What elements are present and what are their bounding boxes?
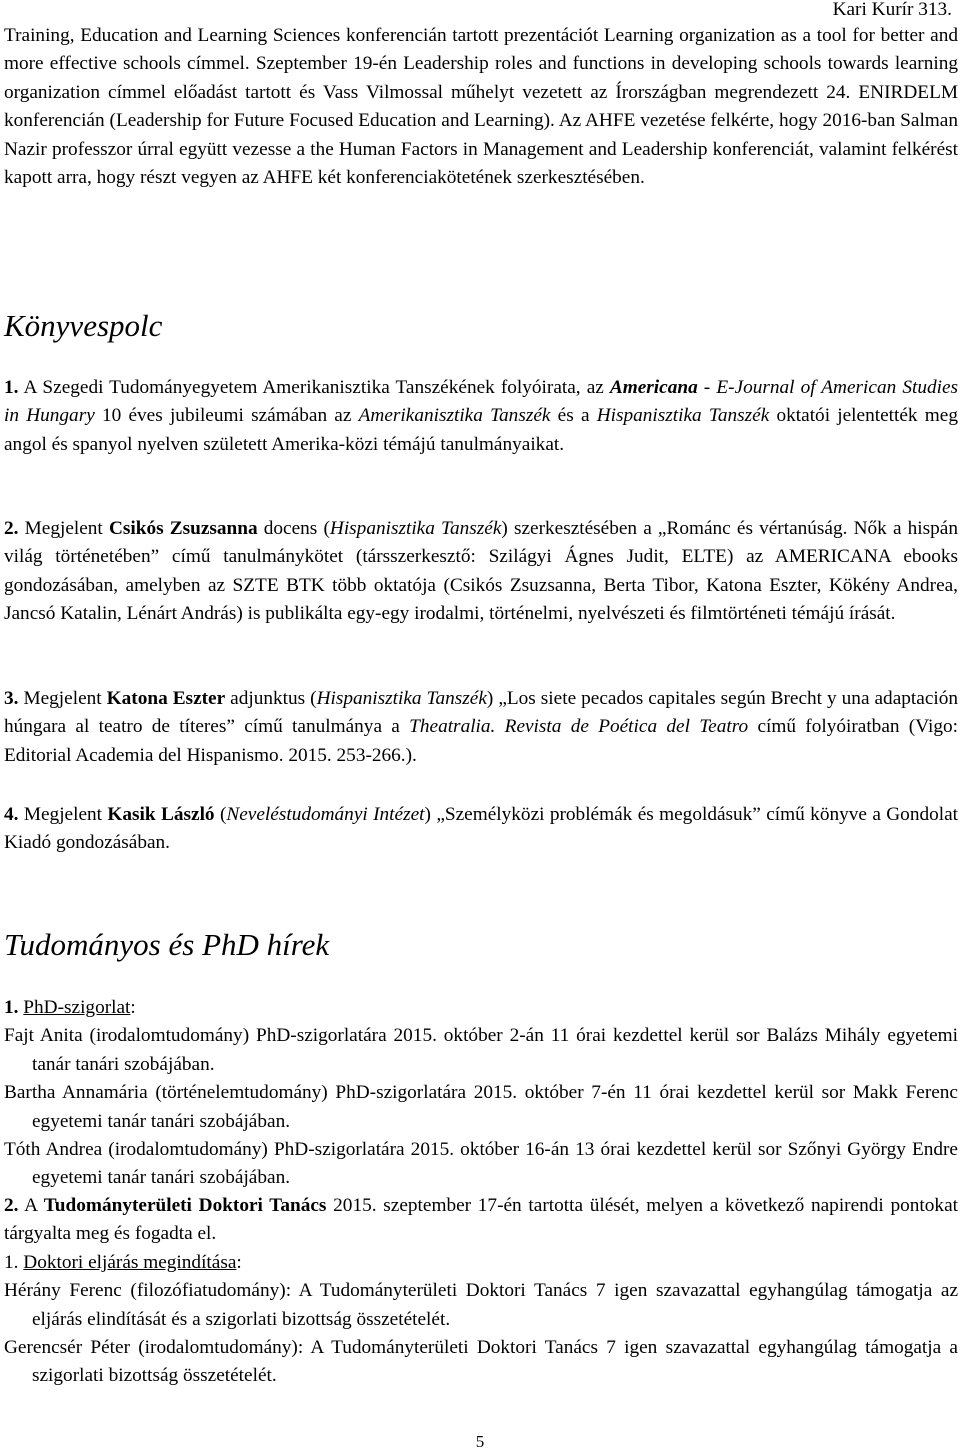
department-name: Hispanisztika Tanszék bbox=[329, 518, 502, 539]
item-text: című folyóiratban (Vigo: Editorial Academia del Hispanismo. 2015. 253-266.). bbox=[4, 716, 958, 766]
subitem-number: 1. bbox=[4, 1251, 19, 1273]
item-text: docens ( bbox=[257, 518, 330, 539]
person-name: Katona Eszter bbox=[106, 688, 226, 709]
item-text: 10 éves jubileumi számában az bbox=[94, 405, 359, 427]
book-item-2 bbox=[4, 515, 958, 629]
label-colon: : bbox=[130, 997, 136, 1018]
item-text: és a bbox=[550, 405, 597, 427]
item-text: - bbox=[697, 377, 717, 398]
item-text: adjunktus ( bbox=[225, 688, 317, 709]
phd-section-1 bbox=[4, 994, 958, 1193]
procedure-entry: Gerencsér Péter (irodalomtudomány): A Tudományterületi Doktori Tanács 7 igen szavazattal egyhangúlag támogatja a szigorlati bizottság összetételét. bbox=[4, 1337, 958, 1387]
item-number: 1. bbox=[4, 997, 19, 1018]
exam-entry: Bartha Annamária (történelemtudomány) PhD-szigorlatára 2015. október 7-én 11 órai kezdettel kerül sor Makk Ferenc egyetemi tanár tanári szobájában. bbox=[4, 1082, 958, 1132]
book-item-3 bbox=[4, 685, 958, 770]
item-text: Megjelent bbox=[18, 518, 109, 539]
item-number: 2. bbox=[4, 1195, 19, 1216]
item-text: ) „Los siete pecados capitales según Brecht y una adaptación húngara al teatro de títeres” című tanulmánya a bbox=[4, 688, 959, 738]
item-number: 3. bbox=[4, 688, 19, 709]
journal-subtitle: E-Journal of American Studies in Hungary bbox=[4, 377, 959, 427]
item-number: 2. bbox=[4, 518, 19, 539]
person-name: Csikós Zsuzsanna bbox=[108, 518, 258, 539]
item-text: oktatói jelentették meg angol és spanyol nyelven született Amerika-közi témájú tanulmányaikat. bbox=[4, 405, 958, 455]
subsection-label: PhD-szigorlat bbox=[23, 997, 131, 1018]
running-header: Kari Kurír 313. bbox=[832, 0, 952, 20]
phd-section-2 bbox=[4, 1192, 958, 1391]
item-text: A bbox=[18, 1195, 44, 1216]
item-number: 1. bbox=[4, 377, 19, 398]
item-text: A Szegedi Tudományegyetem Amerikanisztika Tanszékének folyóirata, az bbox=[18, 377, 610, 398]
item-text: ) szerkesztésében a „Románc és vértanúság. Nők a hispán világ történetében” című tanulmánykötet (társszerkesztő: Szilágyi Ágnes Judit, ELTE) az AMERICANA ebooks gondozásában, amelyben az SZTE BTK több oktatója (Csikós Zsuzsanna, Berta Tibor, Katona Eszter, Kökény Andrea, Jancsó Katalin, Lénárt András) is publikálta egy-egy irodalmi, történelmi, nyelvészeti és filmtörténeti témájú írását. bbox=[4, 518, 958, 625]
item-text: Megjelent bbox=[18, 804, 108, 825]
department-name: Hispanisztika Tanszék bbox=[596, 405, 770, 427]
subsection-label: Doktori eljárás megindítása bbox=[23, 1251, 237, 1273]
procedure-entry: Hérány Ferenc (filozófiatudomány): A Tudományterületi Doktori Tanács 7 igen szavazattal egyhangúlag támogatja az eljárás elindítását és a szigorlati bizottság összetételét. bbox=[4, 1280, 958, 1330]
exam-entry: Tóth Andrea (irodalomtudomány) PhD-szigorlatára 2015. október 16-án 13 órai kezdettel kerül sor Szőnyi György Endre egyetemi tanár tanári szobájában. bbox=[4, 1139, 958, 1189]
book-item-4 bbox=[4, 801, 958, 858]
page-number: 5 bbox=[475, 1432, 485, 1451]
intro-text: Training, Education and Learning Sciences konferencián tartott prezentációt Learning organization as a tool for better and more effective schools címmel. Szeptember 19-én Leadership roles and functions in developing schools towards learning organization címmel előadást tartott és Vass Vilmossal műhelyt vezetett az Írországban megrendezett 24. ENIRDELM konferencián (Leadership for Future Focused Education and Learning). Az AHFE vezetése felkérte, hogy 2016-ban Salman Nazir professzor úrral együtt vezesse a the Human Factors in Management and Leadership konferenciát, valamint felkérést kapott arra, hogy részt vegyen az AHFE két konferenciakötetének szerkesztésében. bbox=[4, 25, 958, 189]
journal-name: Americana bbox=[609, 377, 698, 398]
item-text: ) „Személyközi problémák és megoldásuk” című könyve a Gondolat Kiadó gondozásában. bbox=[4, 804, 959, 854]
exam-entry: Fajt Anita (irodalomtudomány) PhD-szigorlatára 2015. október 2-án 11 órai kezdettel kerül sor Balázs Mihály egyetemi tanár tanári szobájában. bbox=[4, 1025, 958, 1075]
label-colon: : bbox=[236, 1251, 242, 1273]
council-name: Tudományterületi Doktori Tanács bbox=[43, 1195, 327, 1216]
person-name: Kasik László bbox=[107, 804, 215, 825]
section-heading-phd: Tudományos és PhD hírek bbox=[4, 927, 330, 962]
item-text: 2015. szeptember 17-én tartotta ülését, melyen a következő napirendi pontokat tárgyalta meg és fogadta el. bbox=[4, 1195, 958, 1245]
section-heading-konyvespolc: Könyvespolc bbox=[4, 308, 163, 343]
department-name: Amerikanisztika Tanszék bbox=[358, 405, 551, 427]
journal-name: Theatralia. Revista de Poética del Teatro bbox=[409, 716, 749, 738]
intro-paragraph bbox=[4, 22, 958, 192]
department-name: Hispanisztika Tanszék bbox=[316, 688, 487, 709]
item-number: 4. bbox=[4, 804, 19, 825]
item-text: Megjelent bbox=[18, 688, 107, 709]
item-text: ( bbox=[214, 804, 227, 825]
book-item-1 bbox=[4, 374, 958, 459]
department-name: Neveléstudományi Intézet bbox=[226, 804, 425, 825]
